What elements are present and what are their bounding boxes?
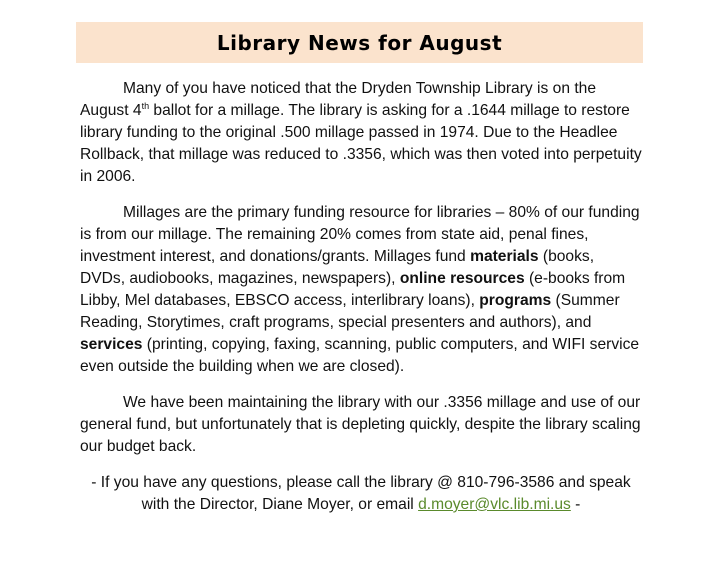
article-body xyxy=(80,78,642,530)
paragraph-general-fund: We have been maintaining the library with our .3356 millage and use of our general fund, but unfortunately that is depleting quickly, despite the library scaling our budget back. xyxy=(80,394,641,455)
keyword-online-resources: online resources xyxy=(399,270,525,287)
page-title: Library News for August xyxy=(216,30,503,55)
email-link[interactable]: d.moyer@vlc.lib.mi.us xyxy=(418,496,571,513)
keyword-programs: programs xyxy=(479,292,552,309)
title-banner xyxy=(76,22,643,63)
closing-contact: - If you have any questions, please call the library @ 810-796-3586 and speak with the Director, Diane Moyer, or email d.moyer@vlc.lib.mi.us - xyxy=(91,474,631,513)
paragraph-funding-resources: Millages are the primary funding resource for libraries – 80% of our funding is from our millage. The remaining 20% comes from state aid, penal fines, investment interest, and donations/grants. Millages fund materials (books, DVDs, audiobooks, magazines, newspapers), online resources (e-books from Libby, Mel databases, EBSCO access, interlibrary loans), programs (Summer Reading, Storytimes, craft programs, special presenters and authors), and services (printing, copying, faxing, scanning, public computers, and WIFI service even outside the building when we are closed). xyxy=(80,204,640,375)
paragraph-millage-ballot: Many of you have noticed that the Dryden Township Library is on the August 4th ballot for a millage. The library is asking for a .1644 millage to restore library funding to the original .500 millage passed in 1974. Due to the Headlee Rollback, that millage was reduced to .3356, which was then voted into perpetuity in 2006. xyxy=(80,80,642,185)
keyword-materials: materials xyxy=(470,248,539,265)
keyword-services: services xyxy=(80,336,143,353)
